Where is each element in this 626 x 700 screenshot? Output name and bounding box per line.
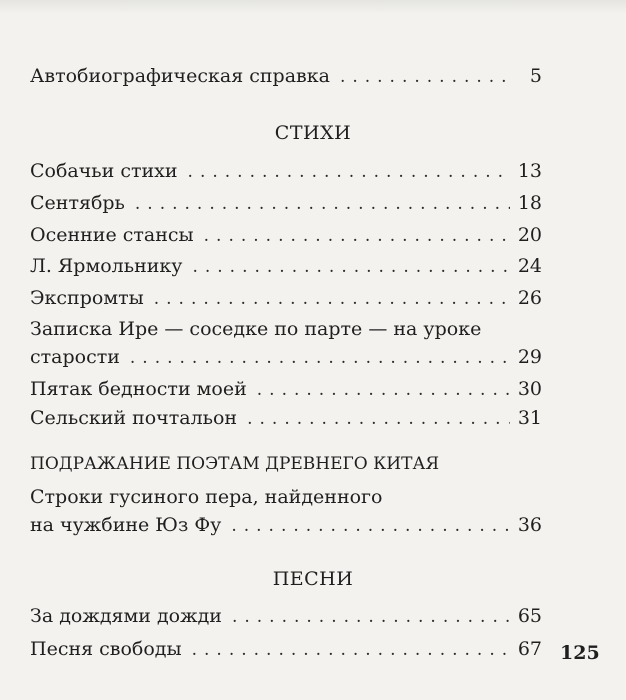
toc-entry-title-line1: Записка Ире — соседке по парте — на уроке xyxy=(30,318,482,340)
toc-entry-title: на чужбине Юз Фу xyxy=(30,514,222,536)
dot-leader xyxy=(192,638,510,662)
toc-entry-title: Л. Ярмольнику xyxy=(30,255,183,277)
toc-entry-title: Автобиографическая справка xyxy=(30,65,330,87)
toc-entry-page: 5 xyxy=(529,65,542,87)
section-heading-china: ПОДРАЖАНИЕ ПОЭТАМ ДРЕВНЕГО КИТАЯ xyxy=(30,454,440,474)
toc-entry-page: 67 xyxy=(517,638,542,660)
section-heading-songs: ПЕСНИ xyxy=(272,568,354,590)
toc-entry xyxy=(30,159,542,184)
toc-entry-title: Сельский почтальон xyxy=(30,407,238,429)
dot-leader xyxy=(130,346,510,370)
toc-entry-page: 30 xyxy=(517,378,542,400)
toc-entry-page: 20 xyxy=(517,224,542,246)
toc-entry-page: 29 xyxy=(517,346,542,368)
dot-leader xyxy=(231,514,509,538)
dot-leader xyxy=(257,378,510,402)
toc-entry-autobiography xyxy=(30,64,542,89)
toc-entry xyxy=(30,191,542,216)
toc-entry-title: Собачьи стихи xyxy=(30,160,178,182)
page-number: 125 xyxy=(560,642,600,664)
section-heading-poems: СТИХИ xyxy=(274,122,352,144)
dot-leader xyxy=(188,160,510,184)
toc-entry-title-line1: Строки гусиного пера, найденного xyxy=(30,486,383,508)
toc-entry-title: Экспромты xyxy=(30,287,144,309)
toc-entry xyxy=(30,286,542,311)
toc-entry xyxy=(30,406,542,431)
toc-entry-page: 24 xyxy=(517,255,542,277)
toc-entry-title: Песня свободы xyxy=(30,638,182,660)
toc-entry-title: Сентябрь xyxy=(30,192,125,214)
dot-leader xyxy=(232,605,510,629)
toc-entry xyxy=(30,254,542,279)
toc-entry xyxy=(30,604,542,629)
toc-entry xyxy=(30,223,542,248)
toc-entry-page: 18 xyxy=(517,192,542,214)
dot-leader xyxy=(135,192,510,216)
dot-leader xyxy=(247,407,510,431)
toc-entry-page: 65 xyxy=(517,605,542,627)
toc-entry xyxy=(30,377,542,402)
dot-leader xyxy=(192,255,509,279)
toc-entry-title: За дождями дожди xyxy=(30,605,222,627)
toc-entry xyxy=(30,485,542,538)
toc-entry xyxy=(30,317,542,370)
toc-entry xyxy=(30,637,542,662)
toc-entry-page: 26 xyxy=(517,287,542,309)
toc-entry-title: Осенние стансы xyxy=(30,224,194,246)
toc-entry-page: 13 xyxy=(517,160,542,182)
dot-leader xyxy=(340,65,512,89)
toc-entry-title: старости xyxy=(30,346,120,368)
toc-entry-title: Пятак бедности моей xyxy=(30,378,247,400)
toc-entry-page: 31 xyxy=(517,407,542,429)
dot-leader xyxy=(154,287,510,311)
dot-leader xyxy=(204,224,510,248)
toc-entry-page: 36 xyxy=(517,514,542,536)
